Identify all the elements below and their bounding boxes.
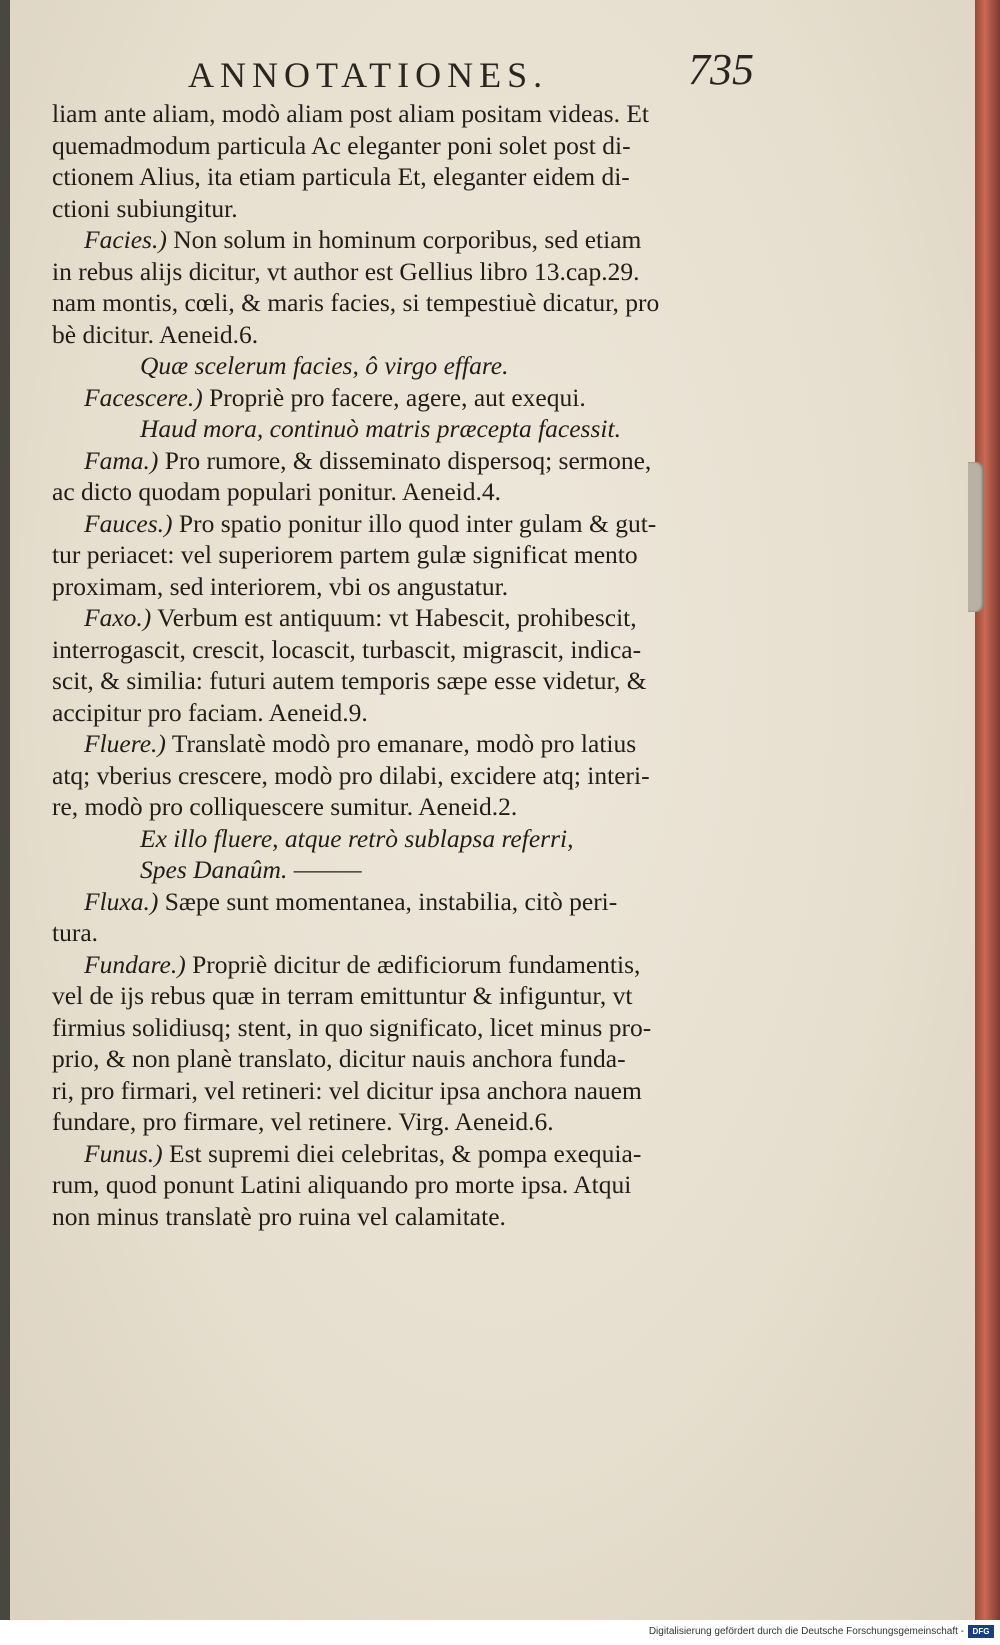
running-title: ANNOTATIONES. [188,55,549,95]
text-line [52,161,792,193]
page-number: 735 [688,45,754,94]
text-line [52,634,792,666]
text-line [52,697,792,729]
text-line [52,980,792,1012]
line-text: liam ante aliam, modò aliam post aliam positam videas. Et [52,99,649,128]
entry-line [52,949,792,981]
entry-line [52,1138,792,1170]
line-text: fundare, pro firmare, vel retinere. Virg. Aeneid.6. [52,1107,554,1136]
paper-page [10,0,978,1620]
entry-lemma: Funus.) [84,1138,163,1168]
text-line [52,760,792,792]
line-text: re, modò pro colliquescere sumitur. Aeneid.2. [52,792,518,821]
line-text: Propriè dicitur de ædificiorum fundamentis, [185,949,641,979]
line-text: proximam, sed interiorem, vbi os angustatur. [52,571,509,601]
line-text: accipitur pro faciam. Aeneid.9. [52,697,368,727]
verse-quotation-line [52,413,792,445]
line-text: Propriè pro facere, agere, aut exequi. [202,382,586,412]
line-text: firmius solidiusq; stent, in quo significato, licet minus pro- [52,1012,652,1042]
page-clip [968,462,984,612]
line-text: Spes Danaûm. ——— [140,855,362,884]
line-text: ri, pro firmari, vel retineri: vel dicitur ipsa anchora nauem [52,1075,642,1105]
text-line [52,571,792,603]
text-line [52,319,792,351]
book-gutter [0,0,10,1620]
text-line [52,665,792,697]
text-line [52,1075,792,1107]
text-line [52,1043,792,1075]
line-text: Ex illo fluere, atque retrò sublapsa referri, [140,823,574,853]
line-text: Pro spatio ponitur illo quod inter gulam & gut- [172,508,657,538]
line-text: non minus translatè pro ruina vel calamitate. [52,1201,506,1231]
verse-quotation-line [52,823,792,855]
line-text: atq; vberius crescere, modò pro dilabi, excidere atq; interi- [52,760,650,790]
text-line [52,917,792,949]
line-text: vel de ijs rebus quæ in terram emittuntur & infiguntur, vt [52,981,633,1010]
book-edge [975,0,1000,1620]
line-text: tur periacet: vel superiorem partem gulæ significat mento [52,540,638,569]
line-text: Haud mora, continuò matris præcepta facessit. [140,414,621,443]
text-line [52,1012,792,1044]
entry-line [52,445,792,477]
text-line [52,193,792,225]
entry-line [52,382,792,414]
entry-lemma: Faxo.) [84,603,152,632]
funding-credit: Digitalisierung gefördert durch die Deutsche Forschungsgemeinschaft - [648,1626,964,1637]
line-text: rum, quod ponunt Latini aliquando pro morte ipsa. Atqui [52,1170,632,1199]
footer-bar [0,1620,1000,1645]
verse-quotation-line [52,350,792,382]
line-text: Sæpe sunt momentanea, instabilia, citò peri- [158,886,618,916]
entry-line [52,224,792,256]
line-text: Non solum in hominum corporibus, sed etiam [166,225,642,254]
text-line [52,98,792,130]
entry-line [52,508,792,540]
text-line [52,1169,792,1201]
entry-lemma: Fundare.) [84,949,186,979]
entry-line [52,728,792,760]
dfg-logo: DFG [968,1625,994,1638]
text-line [52,791,792,823]
line-text: scit, & similia: futuri autem temporis sæpe esse videtur, & [52,666,647,695]
text-line [52,476,792,508]
line-text: prio, & non planè translato, dicitur nauis anchora funda- [52,1044,626,1073]
line-text: ac dicto quodam populari ponitur. Aeneid.4. [52,477,501,506]
line-text: ctionem Alius, ita etiam particula Et, eleganter eidem di- [52,162,630,191]
text-line [52,539,792,571]
line-text: Translatè modò pro emanare, modò pro latius [165,729,637,758]
entry-lemma: Facescere.) [84,382,203,412]
line-text: ctioni subiungitur. [52,193,238,223]
line-text: Verbum est antiquum: vt Habescit, prohibescit, [151,603,637,632]
line-text: Quæ scelerum facies, ô virgo effare. [140,351,509,380]
line-text: in rebus alijs dicitur, vt author est Gellius libro 13.cap.29. [52,256,640,286]
verse-quotation-line [52,854,792,886]
entry-line [52,602,792,634]
line-text: Pro rumore, & disseminato dispersoq; sermone, [158,445,652,475]
text-line [52,287,792,319]
entry-lemma: Fauces.) [84,508,173,538]
line-text: tura. [52,918,99,947]
text-line [52,1201,792,1233]
line-text: bè dicitur. Aeneid.6. [52,319,259,349]
text-line [52,130,792,162]
body-text [52,98,792,1232]
text-line [52,256,792,288]
entry-lemma: Facies.) [84,225,167,254]
entry-lemma: Fama.) [84,445,159,475]
page-header [188,44,788,94]
line-text: Est supremi diei celebritas, & pompa exequia- [162,1138,642,1168]
line-text: interrogascit, crescit, locascit, turbascit, migrascit, indica- [52,634,642,664]
entry-lemma: Fluere.) [84,729,166,758]
line-text: nam montis, cœli, & maris facies, si tempestiuè dicatur, pro [52,288,660,317]
line-text: quemadmodum particula Ac eleganter poni solet post di- [52,130,631,160]
entry-lemma: Fluxa.) [84,886,159,916]
entry-line [52,886,792,918]
text-line [52,1106,792,1138]
